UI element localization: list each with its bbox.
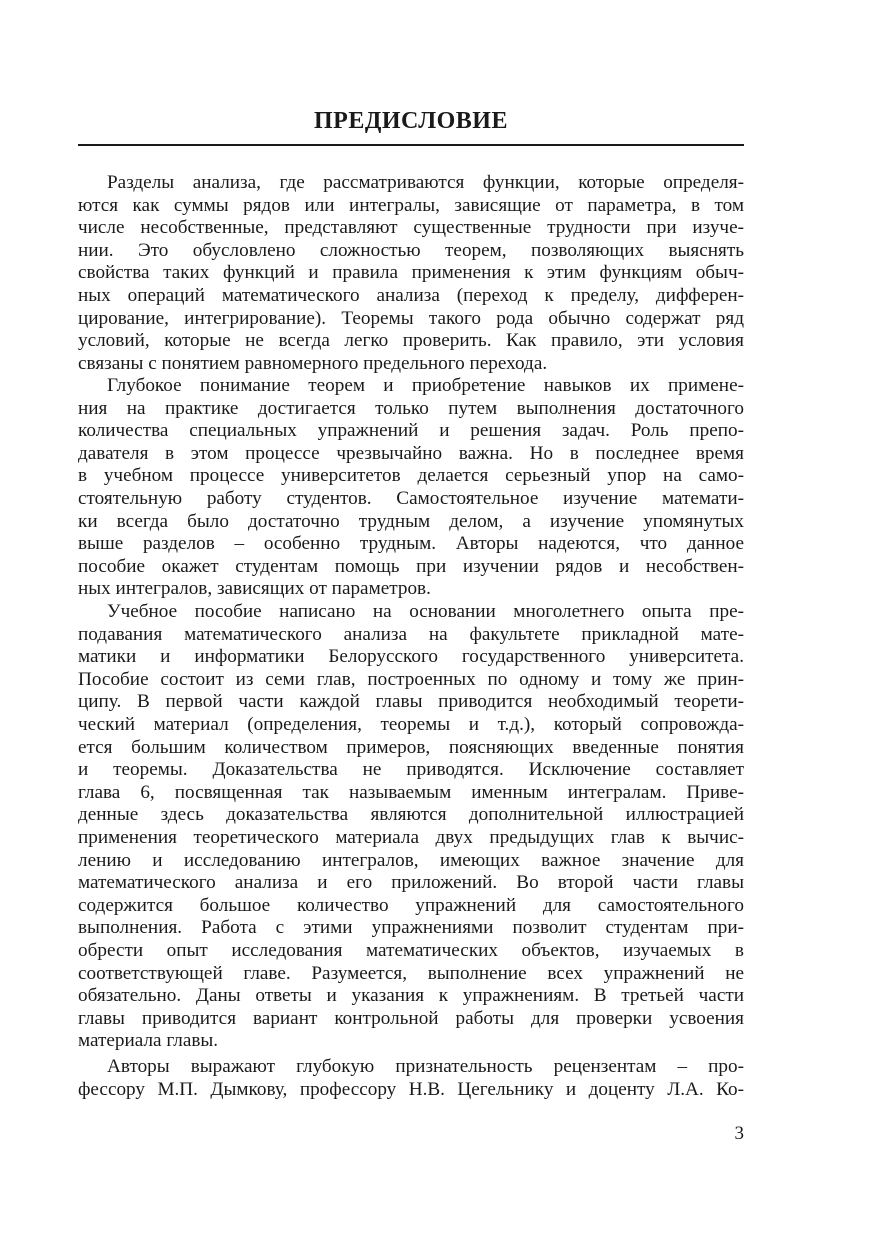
text-line: свойства таких функций и правила применения к этим функциям обыч-: [78, 262, 744, 284]
text-line: выше разделов – особенно трудным. Авторы надеются, что данное: [78, 533, 744, 555]
text-line: обязательно. Даны ответы и указания к упражнениям. В третьей части: [78, 985, 744, 1007]
title-divider: [78, 144, 744, 146]
text-line: применения теоретического материала двух предыдущих глав к вычис-: [78, 826, 744, 848]
text-line: количества специальных упражнений и решения задач. Роль препо-: [78, 420, 744, 442]
text-line: условий, которые не всегда легко проверить. Как правило, эти условия: [78, 330, 744, 352]
text-line: подавания математического анализа на факультете прикладной мате-: [78, 623, 744, 645]
text-line: давателя в этом процессе чрезвычайно важна. Но в последнее время: [78, 442, 744, 464]
text-line: лению и исследованию интегралов, имеющих важное значение для: [78, 849, 744, 871]
page-title: ПРЕДИСЛОВИЕ: [314, 108, 508, 134]
paragraph-2: [78, 375, 744, 601]
text-line: обрести опыт исследования математических объектов, изучаемых в: [78, 939, 744, 961]
page-number: 3: [734, 1123, 744, 1144]
paragraph-3: [78, 601, 744, 1053]
text-line: матики и информатики Белорусского государственного университета.: [78, 646, 744, 668]
text-line: пособие окажет студентам помощь при изучении рядов и несобствен-: [78, 555, 744, 577]
text-line: нии. Это обусловлено сложностью теорем, позволяющих выяснять: [78, 239, 744, 261]
text-line: глава 6, посвященная так называемым именным интегралам. Приве-: [78, 781, 744, 803]
text-line: в учебном процессе университетов делается серьезный упор на само-: [78, 465, 744, 487]
text-line: Пособие состоит из семи глав, построенных по одному и тому же прин-: [78, 668, 744, 690]
text-line: денные здесь доказательства являются дополнительной иллюстрацией: [78, 804, 744, 826]
text-line: Разделы анализа, где рассматриваются функции, которые определя-: [107, 172, 744, 193]
text-line: выполнения. Работа с этими упражнениями позволит студентам при-: [78, 917, 744, 939]
text-line: Авторы выражают глубокую признательность рецензентам – про-: [107, 1056, 744, 1077]
text-line: ципу. В первой части каждой главы приводится необходимый теорети-: [78, 691, 744, 713]
paragraph-4: [78, 1056, 744, 1101]
text-line: содержится большое количество упражнений для самостоятельного: [78, 894, 744, 916]
text-line: числе несобственные, представляют существенные трудности при изуче-: [78, 217, 744, 239]
text-line: главы приводится вариант контрольной работы для проверки усвоения: [78, 1007, 744, 1029]
text-line: математического анализа и его приложений. Во второй части главы: [78, 872, 744, 894]
text-line: ных интегралов, зависящих от параметров.: [78, 578, 431, 600]
text-line: соответствующей главе. Разумеется, выполнение всех упражнений не: [78, 962, 744, 984]
text-line: ческий материал (определения, теоремы и т.д.), который сопровожда-: [78, 713, 744, 735]
text-line: Глубокое понимание теорем и приобретение навыков их примене-: [107, 375, 744, 396]
paragraph-1: [78, 172, 744, 375]
text-line: связаны с понятием равномерного предельного перехода.: [78, 352, 548, 374]
text-line: материала главы.: [78, 1030, 219, 1052]
text-line: ется большим количеством примеров, поясняющих введенные понятия: [78, 736, 744, 758]
text-line: и теоремы. Доказательства не приводятся. Исключение составляет: [78, 759, 744, 781]
text-line: стоятельную работу студентов. Самостоятельное изучение математи-: [78, 487, 744, 509]
text-line: Учебное пособие написано на основании многолетнего опыта пре-: [107, 601, 744, 622]
text-line: ных операций математического анализа (переход к пределу, дифферен-: [78, 284, 744, 306]
text-line: фессору М.П. Дымкову, профессору Н.В. Цегельнику и доценту Л.А. Ко-: [78, 1078, 744, 1100]
text-line: ния на практике достигается только путем выполнения достаточного: [78, 397, 744, 419]
text-line: ются как суммы рядов или интегралы, зависящие от параметра, в том: [78, 194, 744, 216]
text-line: цирование, интегрирование). Теоремы такого рода обычно содержат ряд: [78, 307, 744, 329]
text-line: ки всегда было достаточно трудным делом, а изучение упомянутых: [78, 510, 744, 532]
